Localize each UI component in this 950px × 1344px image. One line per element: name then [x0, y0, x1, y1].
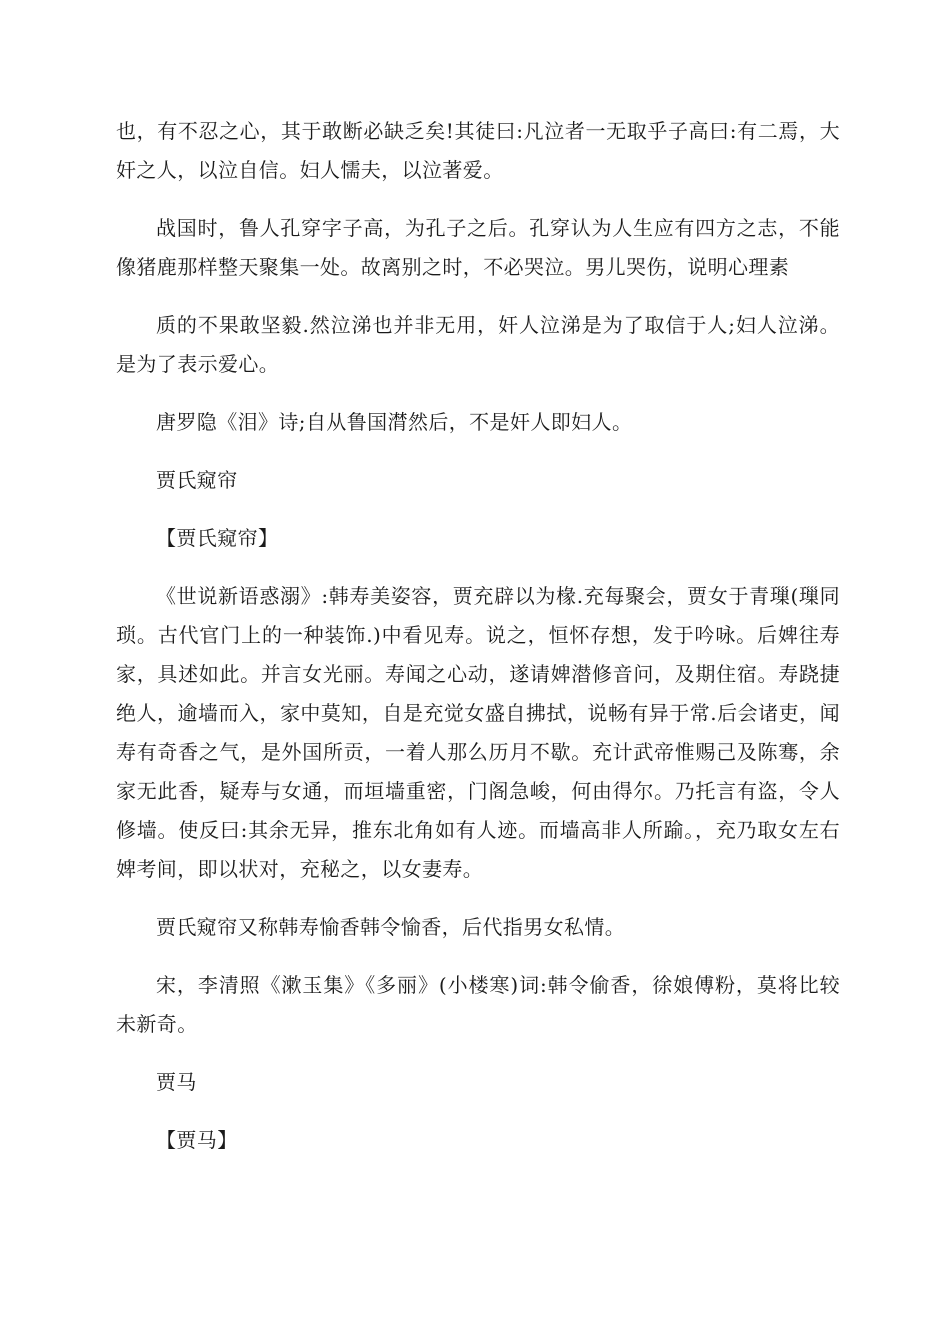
- heading-jia-shi-kui-lian: 贾氏窥帘: [156, 468, 238, 492]
- heading-bracket-jia-ma: 【贾马】: [156, 1128, 238, 1152]
- paragraph-3: 质的不果敢坚毅.然泣涕也并非无用，奸人泣涕是为了取信于人;妇人泣涕。是为了表示爱心。: [116, 313, 840, 376]
- paragraph-2: 战国时，鲁人孔穿字子高，为孔子之后。孔穿认为人生应有四方之志，不能像猪鹿那样整天聚集一处。故离别之时，不必哭泣。男儿哭伤，说明心理素: [116, 216, 840, 279]
- paragraph-4: 唐罗隐《泪》诗;自从鲁国潸然后，不是奸人即妇人。: [156, 410, 633, 434]
- heading-jia-ma: 贾马: [156, 1070, 197, 1094]
- document-page: [116, 112, 840, 1179]
- paragraph-1: 也，有不忍之心，其于敢断必缺乏矣!其徒曰:凡泣者一无取乎子高曰:有二焉，大奸之人，以泣自信。妇人懦夫，以泣著爱。: [116, 119, 840, 182]
- paragraph-li-qingzhao: 宋，李清照《漱玉集》《多丽》(小楼寒)词:韩令偷香，徐娘傅粉，莫将比较未新奇。: [116, 973, 840, 1036]
- paragraph-shishuo-xinyu: 《世说新语惑溺》:韩寿美姿容，贾充辟以为椽.充每聚会，贾女于青璅(璅同琐。古代官门上的一种装饰.)中看见寿。说之，恒怀存想，发于吟咏。后婢往寿家，具述如此。并言女光丽。寿闻之心动，遂请婢潜修音问，及期住宿。寿跷捷绝人，逾墙而入，家中莫知，自是充觉女盛自拂拭，说畅有异于常.后会诸吏，闻寿有奇香之气，是外国所贡，一着人那么历月不歇。充计武帝惟赐己及陈骞，余家无此香，疑寿与女通，而垣墙重密，门阁急峻，何由得尔。乃托言有盗，令人修墙。使反曰:其余无异，推东北角如有人迹。而墙高非人所踰。，充乃取女左右婢考间，即以状对，充秘之，以女妻寿。: [116, 584, 840, 881]
- paragraph-han-shou-tou-xiang: 贾氏窥帘又称韩寿愉香韩令愉香，后代指男女私情。: [156, 915, 626, 939]
- heading-bracket-jia-shi-kui-lian: 【贾氏窥帘】: [156, 526, 279, 550]
